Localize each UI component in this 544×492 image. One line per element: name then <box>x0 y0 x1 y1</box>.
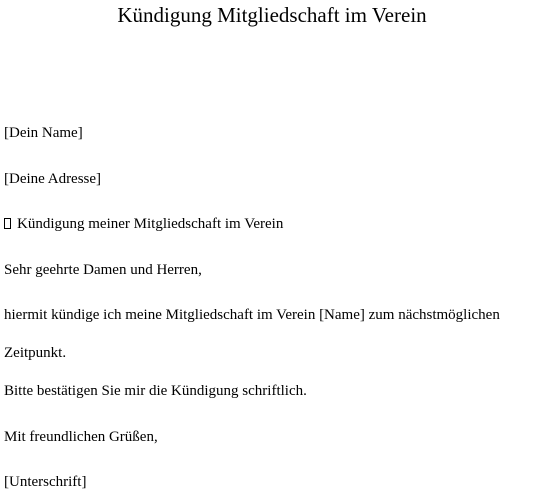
confirmation-request: Bitte bestätigen Sie mir die Kündigung schriftlich. <box>4 383 307 399</box>
salutation: Sehr geehrte Damen und Herren, <box>4 262 202 278</box>
signature: [Unterschrift] <box>4 474 87 490</box>
body-paragraph: hiermit kündige ich meine Mitgliedschaft im Verein [Name] zum nächstmöglichen Zeitpunkt. <box>4 307 500 361</box>
missing-glyph-icon <box>4 218 11 229</box>
document-title: Kündigung Mitgliedschaft im Verein <box>117 3 427 27</box>
closing: Mit freundlichen Grüßen, <box>4 429 158 445</box>
sender-name: [Dein Name] <box>4 125 83 141</box>
subject-text: Kündigung meiner Mitgliedschaft im Verein <box>17 216 284 232</box>
sender-address: [Deine Adresse] <box>4 171 102 187</box>
subject-line <box>4 215 283 234</box>
